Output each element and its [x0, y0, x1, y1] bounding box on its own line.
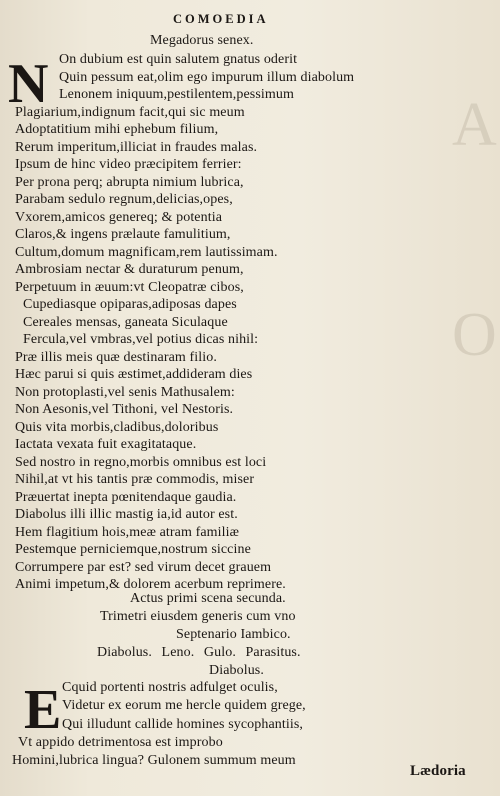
verse-line: Non protoplasti,vel senis Mathusalem: — [15, 384, 235, 400]
verse-line: Iactata vexata fuit exagitataque. — [15, 437, 197, 452]
verse-line: Pestemque perniciemque,nostrum siccine — [15, 542, 251, 557]
meter-note-1: Trimetri eiusdem generis cum vno — [100, 609, 296, 624]
verse-line: Diabolus illi illic mastig ia,id autor est. — [15, 507, 238, 522]
verse-line: Hem flagitium hois,meæ atram familiæ — [15, 524, 240, 540]
character-list: Diabolus. Leno. Gulo. Parasitus. — [97, 645, 301, 660]
verse-line: Homini,lubrica lingua? Gulonem summum meum — [12, 753, 296, 769]
verse-line: Per prona perq; abrupta nimium lubrica, — [15, 174, 244, 190]
verse-line: Fercula,vel vmbras,vel potius dicas nihil: — [23, 332, 259, 347]
verse-line: Adoptatitium mihi ephebum filium, — [15, 122, 219, 137]
verse-line: Præ illis meis quæ destinaram filio. — [15, 349, 217, 365]
verse-line: Ipsum de hinc video præcipitem ferrier: — [15, 157, 242, 172]
act-heading: Actus primi scena secunda. — [130, 591, 286, 606]
show-through-ink: A — [452, 91, 497, 159]
verse-line: Lenonem iniquum,pestilentem,pessimum — [59, 87, 294, 102]
verse-line: Nihil,at vt his tantis præ commodis, miser — [15, 472, 255, 487]
verse-line: On dubium est quin salutem gnatus oderit — [59, 52, 298, 67]
speaker-heading: Megadorus senex. — [150, 33, 254, 48]
scene-speaker: Diabolus. — [209, 663, 264, 678]
verse-line: Plagiarium,indignum facit,qui sic meum — [15, 104, 245, 120]
verse-line: Sed nostro in regno,morbis omnibus est loci — [15, 454, 267, 470]
verse-line: Quis vita morbis,cladibus,doloribus — [15, 419, 219, 435]
verse-line: Videtur ex eorum me hercle quidem grege, — [62, 698, 306, 714]
show-through-ink: O — [452, 301, 497, 369]
verse-line: Cquid portenti nostris adfulget oculis, — [62, 680, 278, 695]
verse-line: Vt appido detrimentosa est improbo — [18, 734, 223, 750]
verse-line: Qui illudunt callide homines sycophantiis, — [62, 716, 304, 732]
verse-line: Claros,& ingens prælaute famulitium, — [15, 227, 231, 242]
verse-line: Cereales mensas, ganeata Siculaque — [23, 314, 228, 330]
verse-line: Non Aesonis,vel Tithoni, vel Nestoris. — [15, 402, 234, 417]
verse-line: Quin pessum eat,olim ego impurum illum diabolum — [59, 69, 355, 85]
verse-line: Præuertat inepta pœnitendaque gaudia. — [15, 489, 237, 505]
meter-note-2: Septenario Iambico. — [176, 627, 291, 642]
verse-line: Parabam sedulo regnum,delicias,opes, — [15, 192, 233, 207]
drop-initial-e: E — [24, 679, 62, 741]
verse-line: Cultum,domum magnificam,rem lautissimam. — [15, 244, 278, 260]
verse-line: Rerum imperitum,illiciat in fraudes malas. — [15, 139, 258, 155]
verse-line: Animi impetum,& dolorem acerbum reprimere. — [15, 577, 286, 592]
verse-line: Corrumpere par est? sed virum decet grauem — [15, 559, 272, 575]
verse-line: Cupediasque opiparas,adiposas dapes — [23, 297, 237, 312]
verse-line: Hæc parui si quis æstimet,addideram dies — [15, 367, 253, 382]
catchword: Lædoria — [410, 763, 466, 779]
verse-line: Perpetuum in æuum:vt Cleopatræ cibos, — [15, 279, 244, 295]
verse-line: Vxorem,amicos genereq; & potentia — [15, 209, 223, 225]
drop-initial-n: N — [8, 53, 49, 115]
running-head: COMOEDIA — [173, 12, 269, 26]
verse-line: Ambrosiam nectar & duraturum penum, — [15, 262, 244, 277]
